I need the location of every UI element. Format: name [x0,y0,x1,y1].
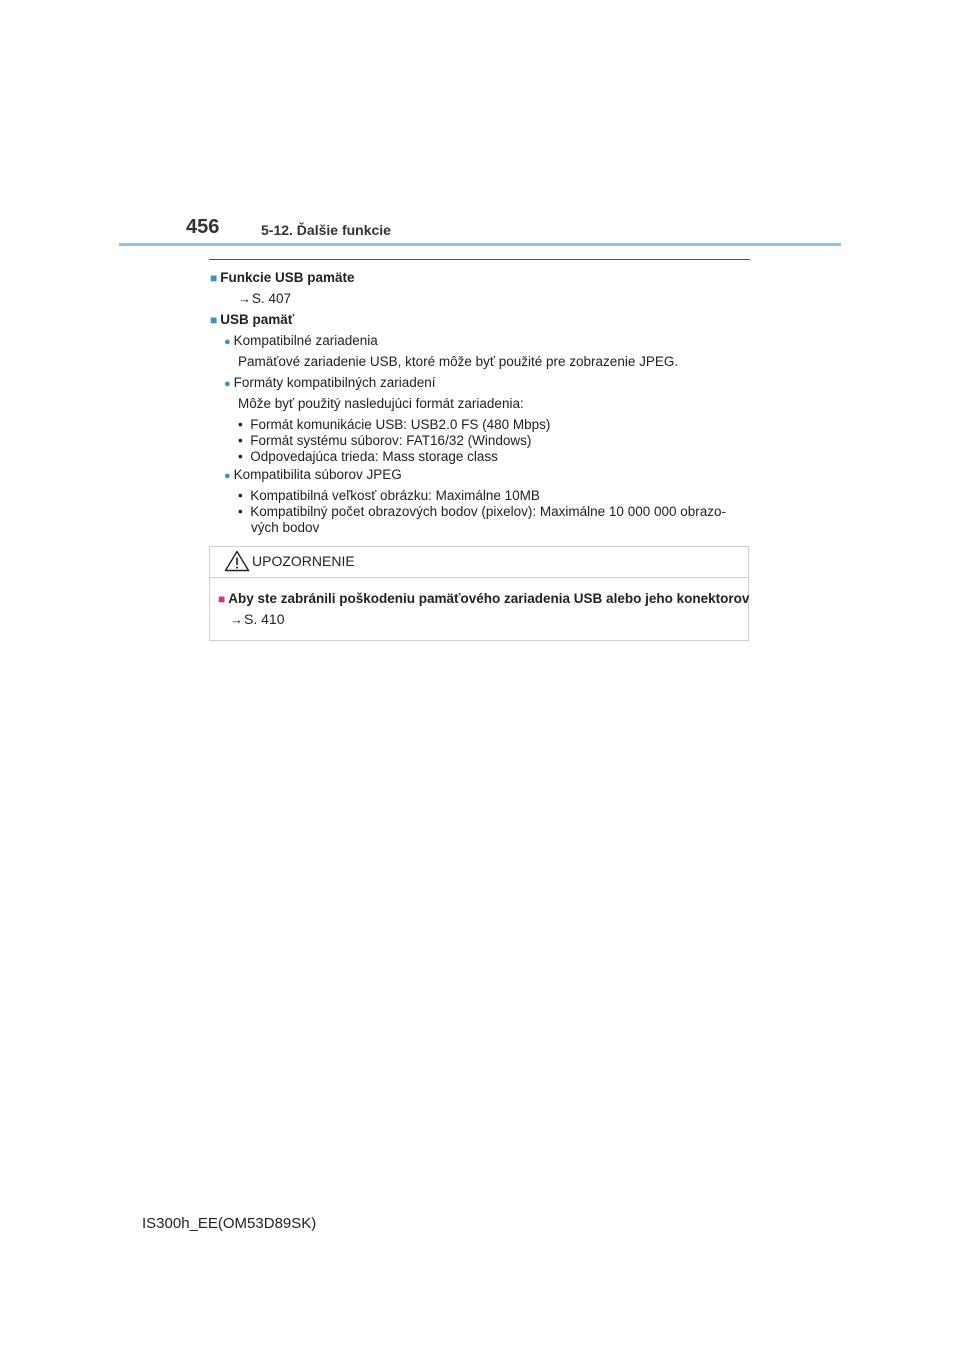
bullet-text: Môže byť použitý nasledujúci formát zariadenia: [238,396,524,411]
bullet-title-text: Formáty kompatibilných zariadení [233,375,436,390]
bullet-title [224,333,378,348]
heading-usb-memory [210,312,294,327]
header-rule [119,243,841,246]
caution-box [209,546,749,641]
bullet-title [224,467,402,482]
warning-triangle-icon [224,550,250,572]
square-bullet-icon: ■ [210,313,218,327]
bullet-title-text: Kompatibilné zariadenia [233,333,378,348]
content-rule [209,259,750,260]
reference-text: S. 407 [252,291,292,306]
list-item [238,417,550,432]
list-item-text: Formát systému súborov: FAT16/32 (Windows) [250,433,532,448]
circle-bullet-icon: ● [224,378,231,390]
circle-bullet-icon: ● [224,470,231,482]
bullet-title [224,375,436,390]
list-item-text: Odpovedajúca trieda: Mass storage class [250,449,498,464]
dot-marker-icon: • [238,433,243,448]
arrow-right-icon: → [230,612,243,627]
bullet-title-text: Kompatibilita súborov JPEG [233,467,402,482]
list-item [238,488,540,503]
section-title: 5-12. Ďalšie funkcie [261,222,391,238]
document-code: IS300h_EE(OM53D89SK) [142,1215,317,1232]
square-bullet-icon: ■ [218,592,226,606]
list-item-text: Kompatibilný počet obrazových bodov (pixelov): Maximálne 10 000 000 obrazo- [250,504,727,519]
caution-label: UPOZORNENIE [252,553,355,569]
list-item-text: Kompatibilná veľkosť obrázku: Maximálne 10MB [250,488,540,503]
page-number: 456 [186,216,220,238]
square-bullet-icon: ■ [210,271,218,285]
arrow-right-icon: → [238,291,251,306]
heading-usb-functions [210,270,355,285]
caution-heading [218,591,749,606]
reference-text: S. 410 [244,611,285,627]
dot-marker-icon: • [238,504,243,519]
list-item-continuation: vých bodov [251,520,320,535]
list-item [238,504,726,519]
circle-bullet-icon: ● [224,336,231,348]
caution-header [210,547,748,578]
heading-text: USB pamäť [220,312,295,327]
dot-marker-icon: • [238,417,243,432]
dot-marker-icon: • [238,488,243,503]
dot-marker-icon: • [238,449,243,464]
heading-text: Funkcie USB pamäte [220,270,355,285]
list-item [238,433,531,448]
bullet-text: Pamäťové zariadenie USB, ktoré môže byť použité pre zobrazenie JPEG. [238,354,679,369]
page-reference[interactable] [238,291,291,306]
list-item-text: Formát komunikácie USB: USB2.0 FS (480 Mbps) [250,417,551,432]
caution-heading-text: Aby ste zabránili poškodeniu pamäťového zariadenia USB alebo jeho konektorov [228,591,750,606]
page-reference[interactable] [230,611,284,627]
list-item [238,449,498,464]
